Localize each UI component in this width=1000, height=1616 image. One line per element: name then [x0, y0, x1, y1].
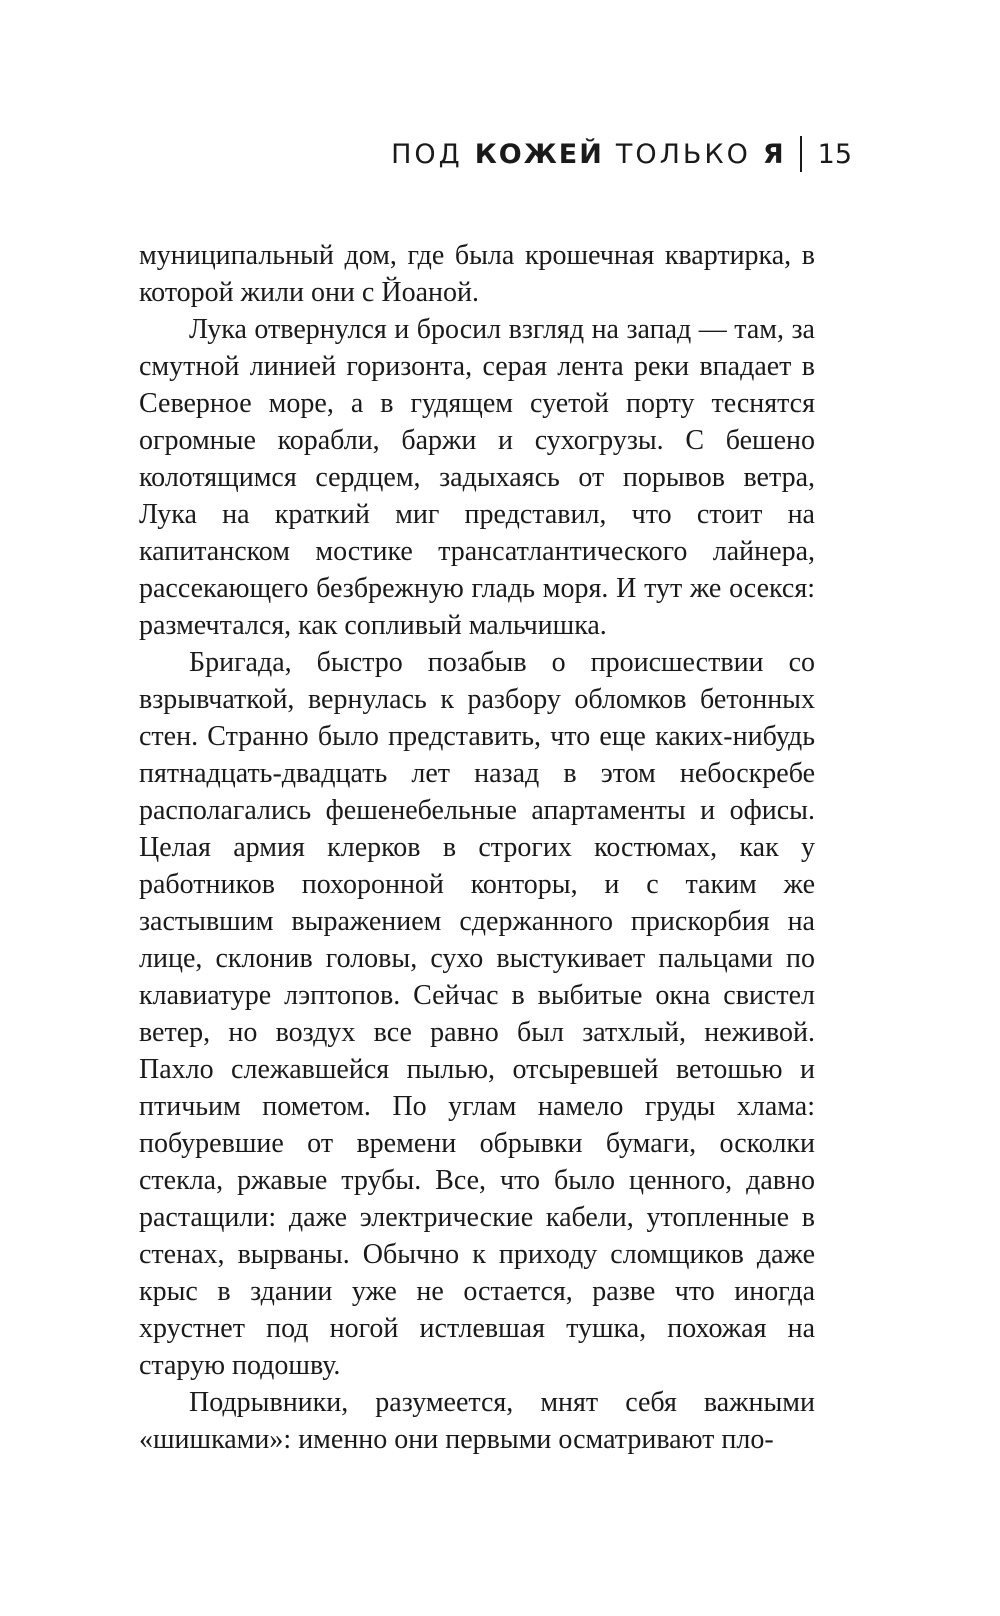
paragraph-4: Подрывники, разумеется, мнят себя важными «шишками»: именно они первыми осматривают пло- — [139, 1387, 815, 1455]
paragraph-1: муниципальный дом, где была крошечная квартирка, в которой жили они с Йоаной. — [139, 240, 815, 308]
running-head-word-3: ТОЛЬКО — [615, 138, 751, 170]
running-head-word-4: Я — [762, 138, 786, 170]
paragraph-2: Лука отвернулся и бросил взгляд на запад — там, за смутной линией горизонта, серая лента реки впадает в Северное море, а в гудящем суетой порту теснятся огромные корабли, баржи и сухогрузы. С бешено колотящимся сердцем, задыхаясь от порывов ветра, Лука на краткий миг представил, что стоит на капитанском мостике трансатлантического лайнера, рассекающего безбрежную гладь моря. И тут же осекся: размечтался, как сопливый мальчишка. — [139, 314, 815, 641]
body-text — [139, 237, 815, 1458]
running-head-word-1: ПОД — [391, 138, 463, 170]
paragraph-3: Бригада, быстро позабыв о происшествии со взрывчаткой, вернулась к разбору обломков бетонных стен. Странно было представить, что еще каких-нибудь пятнадцать-двадцать лет назад в этом небоскребе располагались фешенебельные апартаменты и офисы. Целая армия клерков в строгих костюмах, как у работников похоронной конторы, и с таким же застывшим выражением сдержанного прискорбия на лице, склонив головы, сухо выстукивает пальцами по клавиатуре лэптопов. Сейчас в выбитые окна свистел ветер, но воздух все равно был затхлый, неживой. Пахло слежавшейся пылью, отсыревшей ветошью и птичьим пометом. По углам намело груды хлама: побуревшие от времени обрывки бумаги, осколки стекла, ржавые трубы. Все, что было ценного, давно растащили: даже электрические кабели, утопленные в стенах, вырваны. Обычно к приходу сломщиков даже крыс в здании уже не остается, разве что иногда хрустнет под ногой истлевшая тушка, похожая на старую подошву. — [139, 647, 815, 1381]
running-head-word-2: КОЖЕЙ — [474, 138, 604, 170]
page-number: 15 — [817, 138, 852, 170]
running-head-divider — [800, 136, 802, 172]
running-head — [391, 136, 852, 172]
